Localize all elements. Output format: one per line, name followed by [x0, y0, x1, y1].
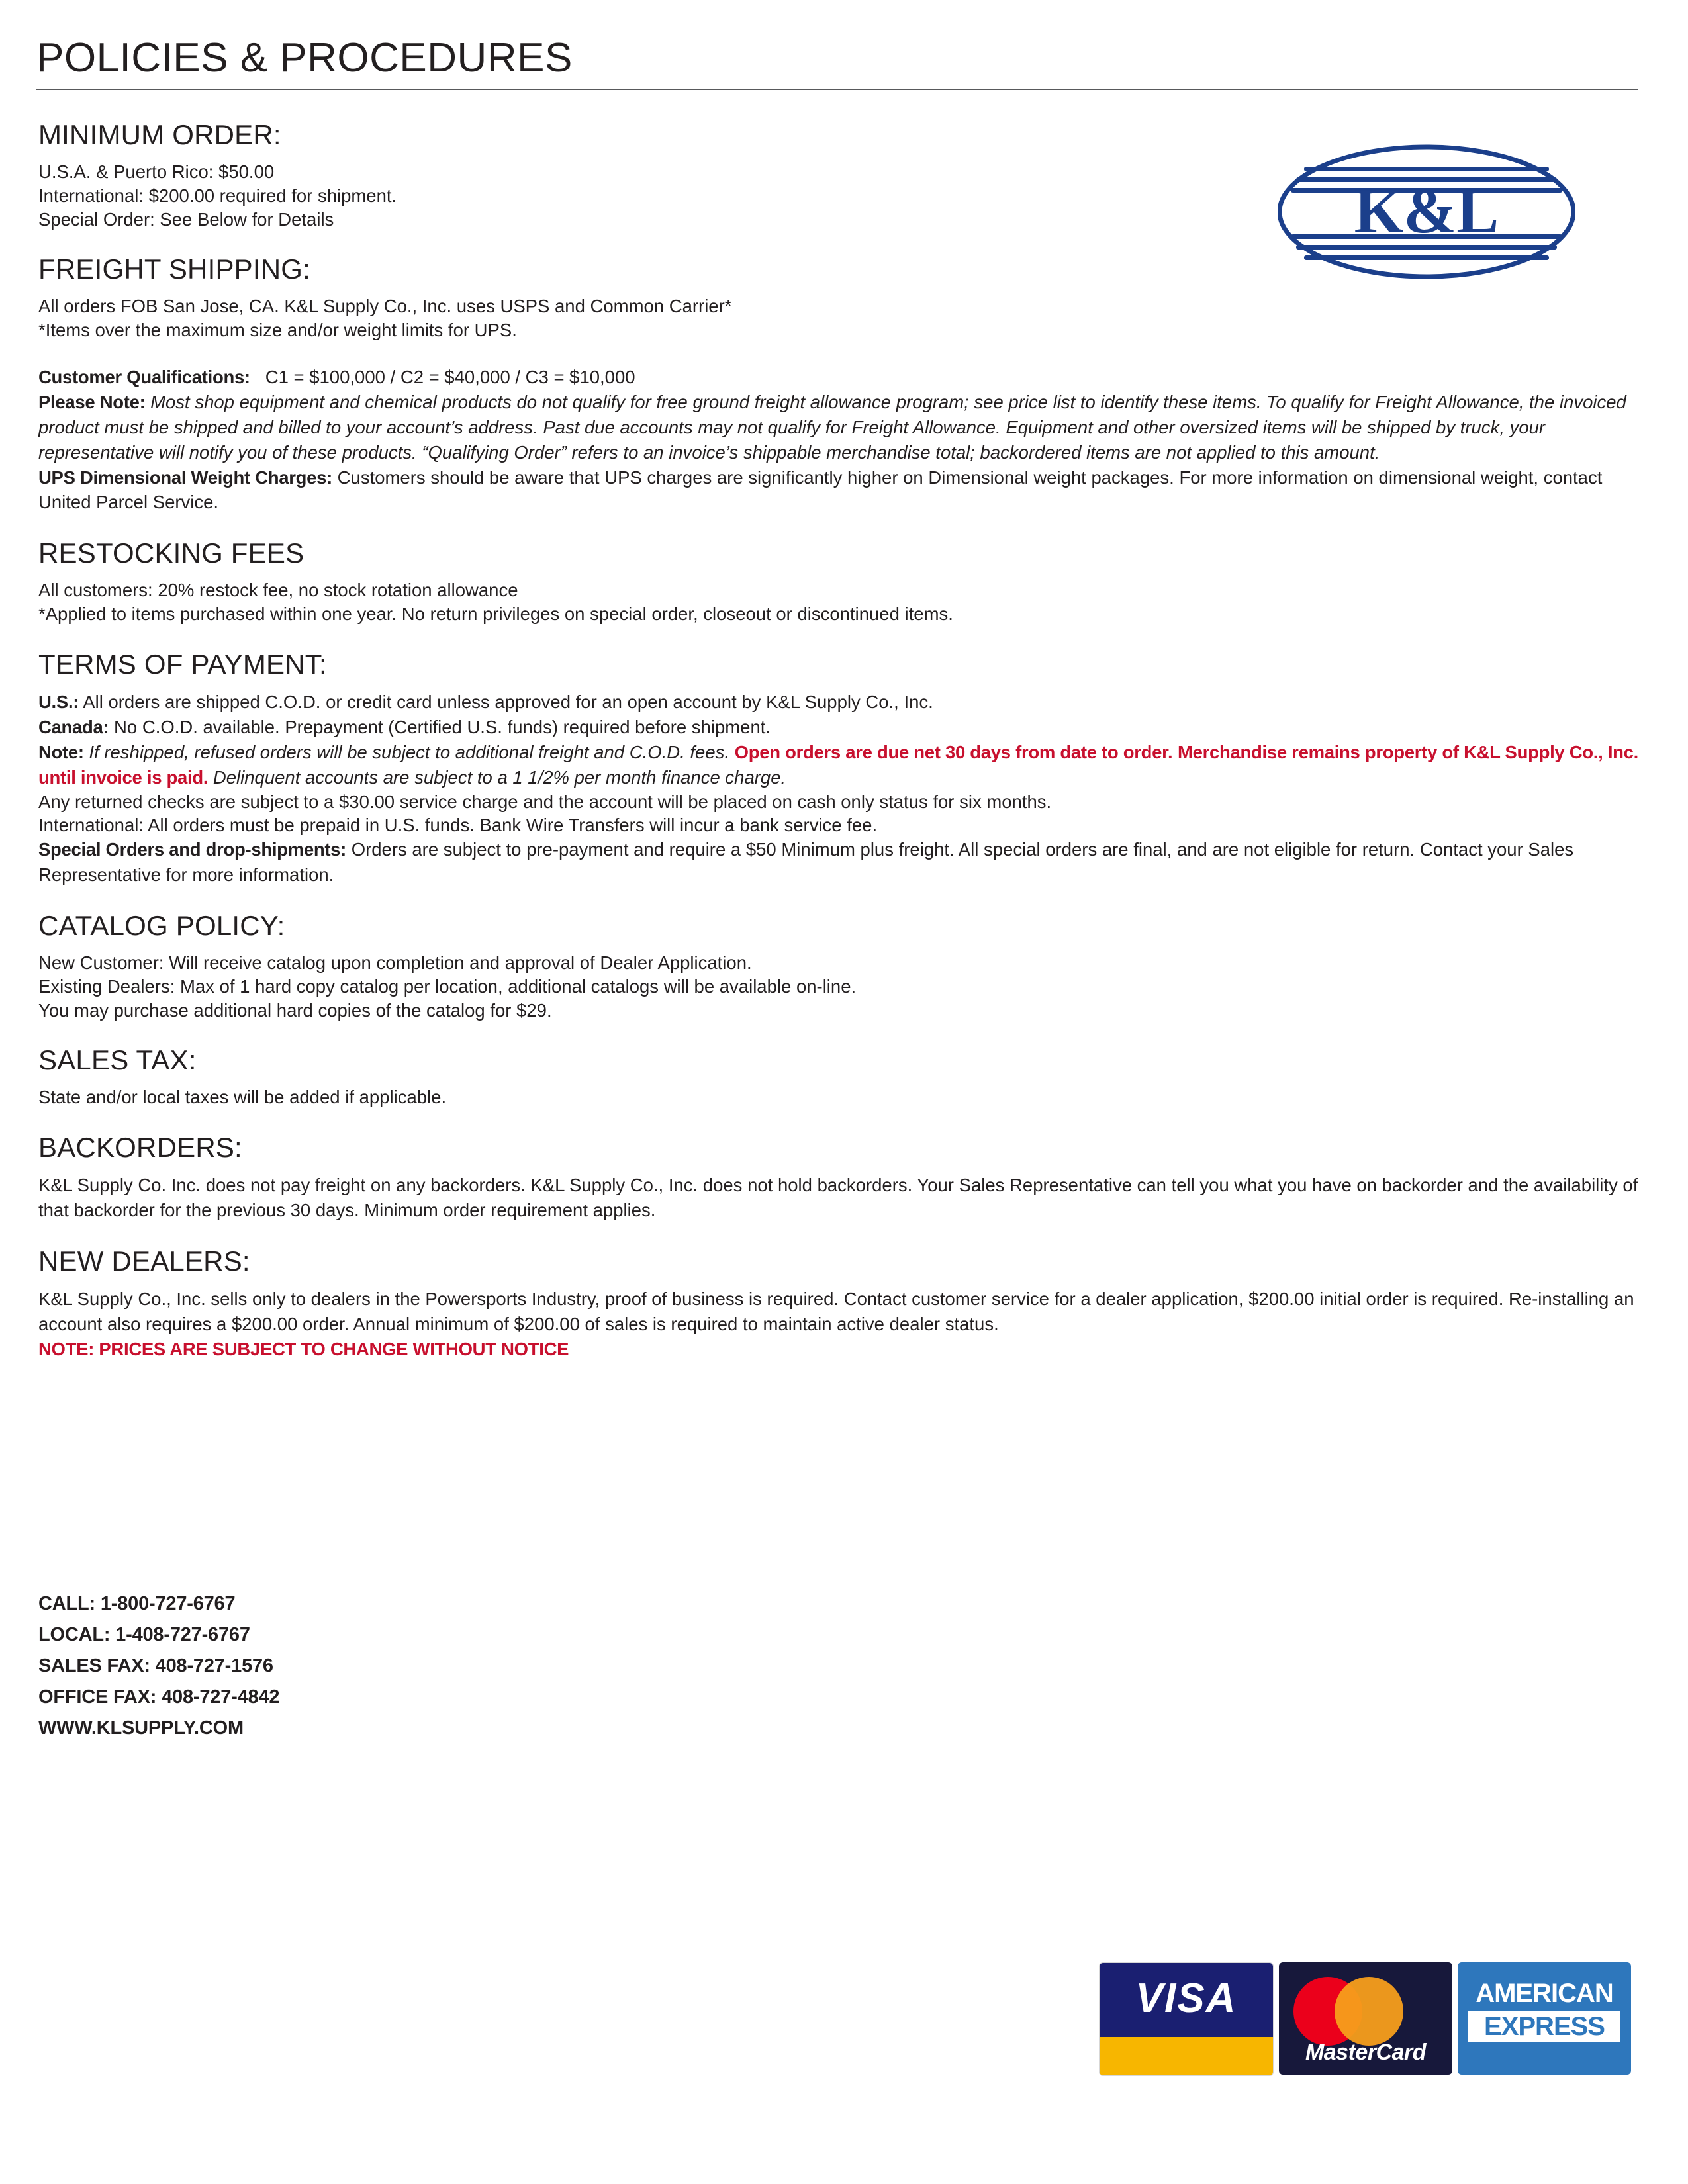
section-heading-restocking-fees: RESTOCKING FEES	[38, 537, 305, 569]
contact-call: CALL: 1-800-727-6767	[38, 1593, 236, 1614]
terms-note-red-2: Merchandise remains property of K&L Supply Co., Inc. until invoice is paid.	[38, 741, 1638, 788]
terms-canada-label: Canada:	[38, 716, 109, 737]
terms-special-orders-label: Special Orders and drop-shipments:	[38, 839, 347, 860]
terms-returned-checks: Any returned checks are subject to a $30.00 service charge and the account will be placed on cash only status for six months.	[38, 791, 1052, 812]
amex-label-line2: EXPRESS	[1468, 2011, 1620, 2042]
payment-methods	[1099, 1962, 1631, 2076]
catalog-policy-line-3: You may purchase additional hard copies of the catalog for $29.	[38, 999, 552, 1021]
freight-shipping-line-1: All orders FOB San Jose, CA. K&L Supply Co., Inc. uses USPS and Common Carrier*	[38, 296, 732, 317]
sales-tax-line-1: State and/or local taxes will be added if applicable.	[38, 1087, 447, 1108]
terms-canada-text: No C.O.D. available. Prepayment (Certified U.S. funds) required before shipment.	[114, 716, 771, 737]
catalog-policy-line-1: New Customer: Will receive catalog upon completion and approval of Dealer Application.	[38, 952, 752, 973]
section-heading-new-dealers: NEW DEALERS:	[38, 1245, 250, 1277]
terms-us-label: U.S.:	[38, 691, 79, 712]
contact-office-fax: OFFICE FAX: 408-727-4842	[38, 1686, 280, 1707]
section-heading-catalog-policy: CATALOG POLICY:	[38, 910, 285, 941]
ups-dimensional-weight	[38, 465, 1640, 516]
contact-local: LOCAL: 1-408-727-6767	[38, 1623, 250, 1645]
title-divider	[36, 89, 1638, 90]
catalog-policy-line-2: Existing Dealers: Max of 1 hard copy catalog per location, additional catalogs will be available on-line.	[38, 976, 857, 997]
page-title: POLICIES & PROCEDURES	[36, 35, 573, 81]
price-change-notice: NOTE: PRICES ARE SUBJECT TO CHANGE WITHOUT NOTICE	[38, 1338, 569, 1359]
terms-note	[38, 740, 1640, 790]
visa-card-icon	[1099, 1962, 1274, 2076]
terms-note-label: Note:	[38, 741, 84, 762]
terms-note-red-1: Open orders are due net 30 days from date to order.	[734, 741, 1173, 762]
minimum-order-line-2: International: $200.00 required for shipment.	[38, 185, 397, 206]
please-note-text: Most shop equipment and chemical products do not qualify for free ground freight allowance program; see price list to identify these items. To qualify for Freight Allowance, the invoiced product must be shipped and billed to your account’s address. Past due accounts may not qualify for Freight Allowance. Equipment and other oversized items will be shipped by truck, your representative will notify you of these products. “Qualifying Order” refers to an invoice’s shippable merchandise total; backordered items are not applied to this amount.	[38, 391, 1626, 463]
section-heading-freight-shipping: FREIGHT SHIPPING:	[38, 253, 311, 285]
please-note-label: Please Note:	[38, 391, 146, 412]
contact-block	[38, 1588, 700, 1744]
section-heading-terms-of-payment: TERMS OF PAYMENT:	[38, 648, 327, 680]
terms-international: International: All orders must be prepaid in U.S. funds. Bank Wire Transfers will incur a bank service fee.	[38, 815, 878, 836]
visa-bottom-band	[1100, 2037, 1273, 2075]
restocking-fees-line-2: *Applied to items purchased within one year. No return privileges on special order, closeout or discontinued items.	[38, 604, 953, 625]
terms-canada	[38, 715, 1640, 740]
terms-us	[38, 690, 1640, 715]
amex-label-line1: AMERICAN	[1476, 1979, 1613, 2008]
terms-note-italic: If reshipped, refused orders will be subject to additional freight and C.O.D. fees.	[89, 741, 730, 762]
document-body	[38, 119, 1640, 1362]
svg-text:K&L: K&L	[1354, 175, 1499, 246]
minimum-order-line-3: Special Order: See Below for Details	[38, 208, 334, 230]
mastercard-label	[1279, 2040, 1452, 2066]
mastercard-label-a: Master	[1305, 2040, 1376, 2065]
mastercard-yellow-circle	[1335, 1977, 1403, 2046]
section-heading-minimum-order: MINIMUM ORDER:	[38, 119, 281, 150]
ups-dimensional-weight-text: Customers should be aware that UPS charges are significantly higher on Dimensional weight packages. For more information on dimensional weight, contact United Parcel Service.	[38, 467, 1603, 513]
terms-note-italic-2: Delinquent accounts are subject to a 1 1/2% per month finance charge.	[212, 766, 786, 788]
contact-sales-fax: SALES FAX: 408-727-1576	[38, 1655, 273, 1676]
restocking-fees-line-1: All customers: 20% restock fee, no stock rotation allowance	[38, 580, 518, 601]
contact-website: WWW.KLSUPPLY.COM	[38, 1717, 244, 1739]
section-heading-backorders: BACKORDERS:	[38, 1132, 242, 1163]
customer-qualifications	[38, 365, 1640, 390]
terms-us-text: All orders are shipped C.O.D. or credit card unless approved for an open account by K&L Supply Co., Inc.	[83, 691, 933, 712]
ups-dimensional-weight-label: UPS Dimensional Weight Charges:	[38, 467, 333, 488]
mastercard-card-icon	[1279, 1962, 1452, 2075]
freight-shipping-line-2: *Items over the maximum size and/or weight limits for UPS.	[38, 320, 517, 340]
mastercard-label-b: Card	[1376, 2040, 1427, 2065]
minimum-order-line-1: U.S.A. & Puerto Rico: $50.00	[38, 161, 275, 182]
backorders-text: K&L Supply Co. Inc. does not pay freight on any backorders. K&L Supply Co., Inc. does not hold backorders. Your Sales Representative can tell you what you have on backorder and the availability of that backorder for the previous 30 days. Minimum order requirement applies.	[38, 1175, 1638, 1220]
customer-qualifications-value: C1 = $100,000 / C2 = $40,000 / C3 = $10,000	[265, 366, 635, 387]
amex-card-icon	[1458, 1962, 1631, 2075]
new-dealers-text: K&L Supply Co., Inc. sells only to dealers in the Powersports Industry, proof of business is required. Contact customer service for a dealer application, $200.00 initial order is required. Re-installing an account also requires a $200.00 order. Annual minimum of $200.00 of sales is required to maintain active dealer status.	[38, 1288, 1634, 1334]
amex-inner	[1468, 1979, 1620, 2058]
section-heading-sales-tax: SALES TAX:	[38, 1044, 197, 1076]
terms-special-orders-text: Orders are subject to pre-payment and require a $50 Minimum plus freight. All special orders are final, and are not eligible for return. Contact your Sales Representative for more information.	[38, 839, 1574, 886]
visa-label: VISA	[1135, 1976, 1237, 2021]
customer-qualifications-label: Customer Qualifications:	[38, 366, 250, 387]
page-header	[36, 36, 1652, 90]
terms-special-orders	[38, 837, 1640, 887]
please-note	[38, 390, 1640, 465]
